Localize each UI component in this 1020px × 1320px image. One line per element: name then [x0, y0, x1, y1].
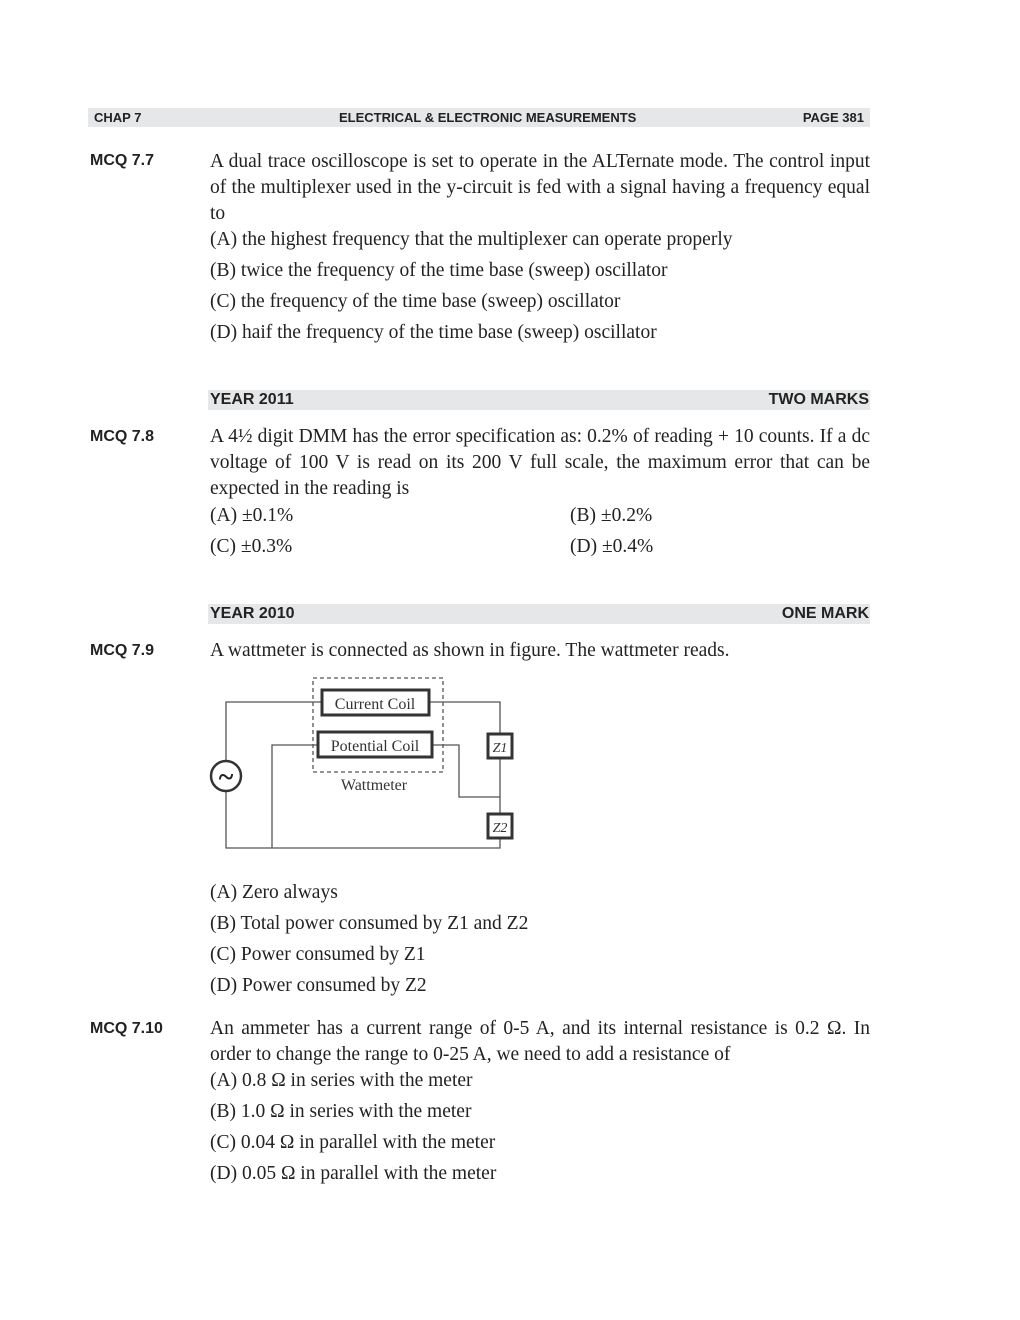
- option: (D) haif the frequency of the time base (sweep) oscillator: [210, 322, 657, 343]
- option: (A) 0.8 Ω in series with the meter: [210, 1070, 473, 1091]
- current-coil-label: Current Coil: [334, 696, 416, 713]
- question-text: An ammeter has a current range of 0-5 A, and its internal resistance is 0.2 Ω. In order to change the range to 0-25 A, we need to add a resistance of: [210, 1018, 870, 1065]
- potential-coil-label: Potential Coil: [330, 738, 420, 755]
- question-label: MCQ 7.10: [90, 1020, 163, 1037]
- section-marks: ONE MARK: [781, 605, 869, 622]
- page-number: PAGE 381: [802, 110, 864, 125]
- question-text: A dual trace oscilloscope is set to operate in the ALTernate mode. The control input of the multiplexer used in the y-circuit is fed with a signal having a frequency equal to: [210, 151, 870, 224]
- option: (D) ±0.4%: [570, 536, 654, 557]
- option: (A) the highest frequency that the multiplexer can operate properly: [210, 229, 733, 250]
- header-title: ELECTRICAL & ELECTRONIC MEASUREMENTS: [339, 110, 637, 125]
- question-label: MCQ 7.8: [90, 428, 155, 445]
- question-label: MCQ 7.9: [90, 642, 155, 659]
- chapter-label: CHAP 7: [94, 110, 142, 125]
- section-year: YEAR 2011: [210, 391, 294, 408]
- option: (D) Power consumed by Z2: [210, 975, 427, 996]
- question-text: A wattmeter is connected as shown in figure. The wattmeter reads.: [210, 640, 730, 661]
- option: (C) ±0.3%: [210, 536, 293, 557]
- option: (B) 1.0 Ω in series with the meter: [210, 1101, 472, 1122]
- source-symbol: ~: [218, 762, 234, 793]
- option: (B) Total power consumed by Z1 and Z2: [210, 913, 529, 934]
- option: (B) ±0.2%: [570, 505, 653, 526]
- wattmeter-label: Wattmeter: [340, 777, 408, 794]
- question-label: MCQ 7.7: [90, 152, 155, 169]
- option: (C) 0.04 Ω in parallel with the meter: [210, 1132, 496, 1153]
- option: (B) twice the frequency of the time base (sweep) oscillator: [210, 260, 668, 281]
- option: (D) 0.05 Ω in parallel with the meter: [210, 1163, 497, 1184]
- option: (C) the frequency of the time base (sweep) oscillator: [210, 291, 621, 312]
- option: (A) Zero always: [210, 882, 338, 903]
- section-year: YEAR 2010: [210, 605, 295, 622]
- z1-label: Z1: [492, 741, 508, 756]
- option: (A) ±0.1%: [210, 505, 294, 526]
- section-marks: TWO MARKS: [768, 391, 869, 408]
- option: (C) Power consumed by Z1: [210, 944, 426, 965]
- z2-label: Z2: [492, 821, 508, 836]
- question-text: A 4½ digit DMM has the error specification as: 0.2% of reading + 10 counts. If a dc voltage of 100 V is read on its 200 V full scale, the maximum error that can be expected in the reading is: [210, 426, 870, 499]
